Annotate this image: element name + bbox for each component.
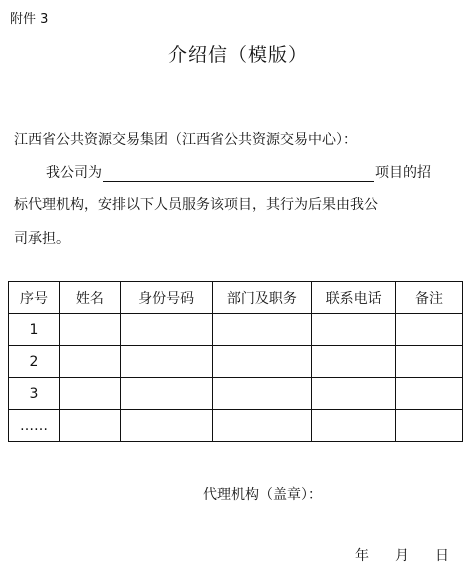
col-header-index: 序号 <box>9 282 60 314</box>
cell-department <box>212 378 312 410</box>
body-line-1-prefix: 我公司为 <box>46 165 102 181</box>
table-row <box>9 378 463 410</box>
cell-phone <box>312 346 396 378</box>
cell-index: 1 <box>9 314 60 346</box>
cell-department <box>212 314 312 346</box>
date-day: 日 <box>435 548 449 564</box>
table-row <box>9 314 463 346</box>
body-line-1 <box>46 162 431 182</box>
cell-phone <box>312 410 396 442</box>
cell-id-number <box>120 410 212 442</box>
cell-phone <box>312 314 396 346</box>
cell-phone <box>312 378 396 410</box>
cell-index: 3 <box>9 378 60 410</box>
col-header-department: 部门及职务 <box>212 282 312 314</box>
cell-remarks <box>396 378 463 410</box>
col-header-phone: 联系电话 <box>312 282 396 314</box>
attachment-label: 附件 3 <box>10 12 49 27</box>
col-header-name: 姓名 <box>59 282 120 314</box>
body-line-2: 标代理机构，安排以下人员服务该项目，其行为后果由我公 <box>14 197 378 213</box>
cell-department <box>212 410 312 442</box>
addressee-line: 江西省公共资源交易集团（江西省公共资源交易中心）： <box>14 132 357 148</box>
signature-label: 代理机构（盖章）： <box>203 487 322 503</box>
date-year: 年 <box>355 548 369 564</box>
date-month: 月 <box>395 548 409 564</box>
cell-index: 2 <box>9 346 60 378</box>
cell-id-number <box>120 314 212 346</box>
cell-name <box>59 378 120 410</box>
cell-name <box>59 314 120 346</box>
table-row <box>9 346 463 378</box>
staff-table <box>8 281 463 442</box>
cell-id-number <box>120 346 212 378</box>
body-line-1-suffix: 项目的招 <box>375 165 431 181</box>
col-header-id-number: 身份号码 <box>120 282 212 314</box>
cell-name <box>59 346 120 378</box>
cell-department <box>212 346 312 378</box>
cell-remarks <box>396 314 463 346</box>
table-header-row <box>9 282 463 314</box>
col-header-remarks: 备注 <box>396 282 463 314</box>
cell-id-number <box>120 378 212 410</box>
document-title: 介绍信（模版） <box>167 44 308 66</box>
cell-name <box>59 410 120 442</box>
body-line-3: 司承担。 <box>14 231 70 247</box>
cell-index: …… <box>9 410 60 442</box>
project-name-blank <box>103 165 374 182</box>
table-row <box>9 410 463 442</box>
cell-remarks <box>396 410 463 442</box>
cell-remarks <box>396 346 463 378</box>
date-line <box>355 545 449 565</box>
